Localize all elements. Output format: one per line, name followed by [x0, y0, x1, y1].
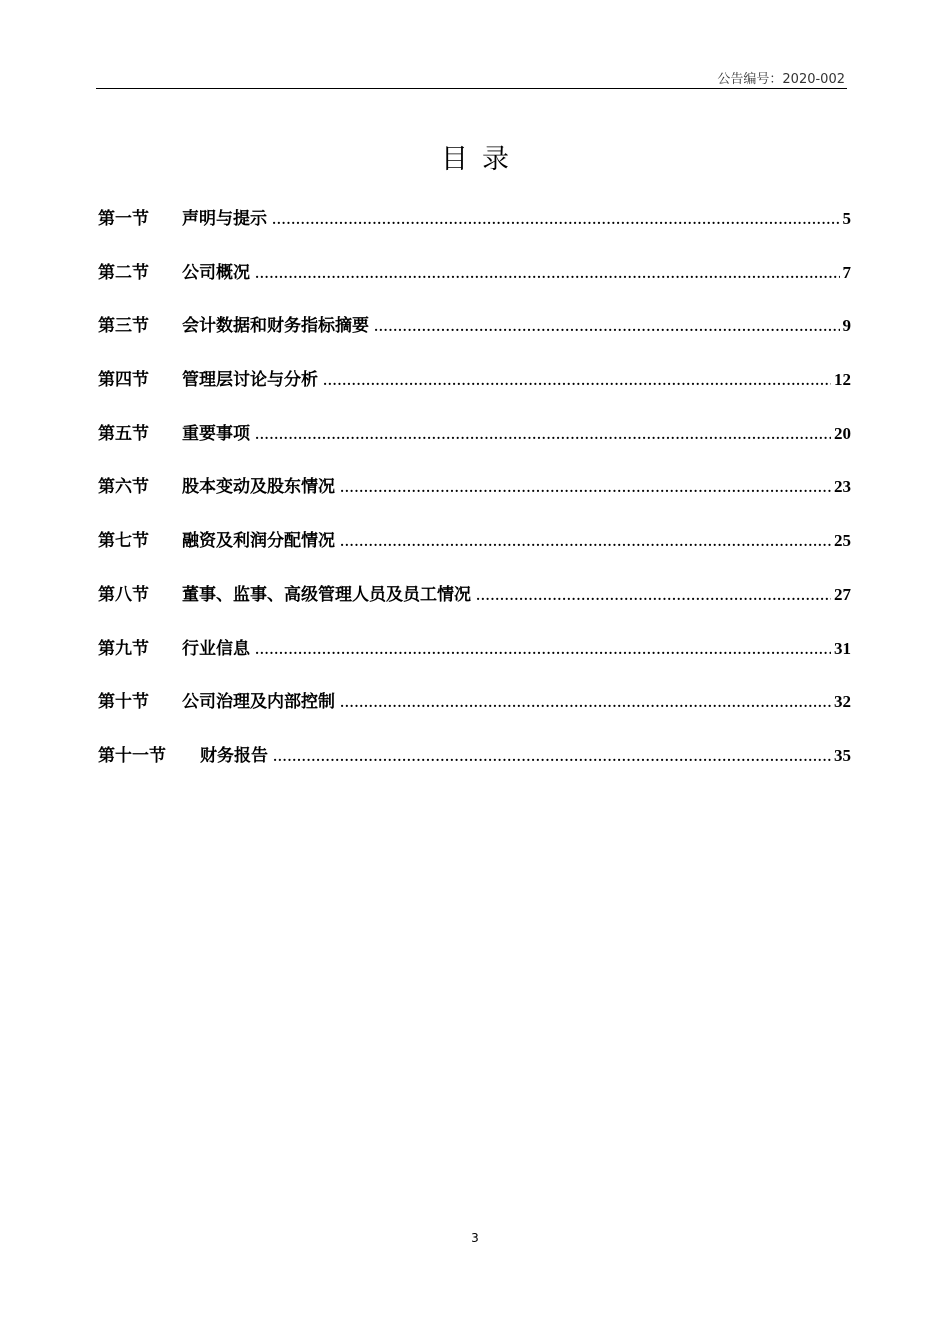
toc-section-label: 第四节 [98, 370, 149, 391]
toc-section-label: 第二节 [98, 262, 149, 283]
toc-entry-title: 公司治理及内部控制 [182, 692, 335, 713]
toc-leader-dots [340, 536, 831, 548]
toc-entry[interactable] [98, 741, 851, 795]
toc-entry-title: 重要事项 [182, 423, 250, 444]
toc-entry[interactable] [98, 472, 851, 526]
toc-entry-title: 融资及利润分配情况 [182, 531, 335, 552]
toc-section-label: 第九节 [98, 638, 149, 659]
toc-page-number: 31 [834, 638, 851, 658]
page-number: 3 [471, 1231, 479, 1245]
toc-leader-dots [255, 644, 831, 656]
toc-page-number: 5 [842, 209, 851, 228]
toc-entry[interactable] [98, 365, 851, 419]
toc-entry[interactable] [98, 526, 851, 580]
toc-page-number: 9 [842, 316, 851, 336]
toc-entry-title: 会计数据和财务指标摘要 [182, 316, 369, 337]
toc-section-label: 第十节 [98, 692, 149, 713]
toc-entry-title: 公司概况 [182, 262, 250, 283]
toc-leader-dots [255, 268, 840, 280]
toc-entry[interactable] [98, 311, 851, 365]
toc-page-number: 7 [842, 262, 851, 282]
toc-leader-dots [340, 482, 831, 494]
toc-entry[interactable] [98, 419, 851, 473]
toc-page-number: 25 [834, 531, 851, 551]
toc-page-number: 35 [834, 745, 851, 765]
toc-page-number: 20 [834, 423, 851, 443]
toc-entry[interactable] [98, 634, 851, 688]
toc-entry[interactable] [98, 258, 851, 312]
toc-page-number: 32 [834, 692, 851, 712]
toc-section-label: 第五节 [98, 423, 149, 444]
toc-entry-title: 股本变动及股东情况 [182, 477, 335, 498]
toc-entry-title: 财务报告 [200, 745, 268, 766]
toc-section-label: 第七节 [98, 531, 149, 552]
toc-entry[interactable] [98, 204, 851, 258]
toc-leader-dots [340, 697, 831, 709]
toc-section-label: 第十一节 [98, 745, 166, 766]
toc-section-label: 第一节 [98, 209, 149, 229]
toc-leader-dots [323, 375, 831, 387]
toc-entry-title: 董事、监事、高级管理人员及员工情况 [182, 584, 471, 605]
toc-section-label: 第三节 [98, 316, 149, 337]
toc-leader-dots [273, 751, 831, 763]
toc-entry-title: 管理层讨论与分析 [182, 370, 318, 391]
header-divider [96, 88, 847, 89]
toc-leader-dots [374, 321, 840, 333]
toc-leader-dots [272, 214, 840, 226]
page-title: 目录 [441, 144, 523, 175]
announcement-number: 公告编号：2020-002 [717, 72, 845, 87]
toc-section-label: 第六节 [98, 477, 149, 498]
toc-page-number: 12 [834, 370, 851, 390]
toc-entry[interactable] [98, 580, 851, 634]
table-of-contents [98, 204, 851, 795]
toc-leader-dots [255, 429, 831, 441]
toc-entry-title: 声明与提示 [182, 209, 267, 229]
toc-section-label: 第八节 [98, 584, 149, 605]
toc-page-number: 27 [834, 584, 851, 604]
toc-page-number: 23 [834, 477, 851, 497]
toc-leader-dots [476, 590, 831, 602]
toc-entry-title: 行业信息 [182, 638, 250, 659]
toc-entry[interactable] [98, 687, 851, 741]
